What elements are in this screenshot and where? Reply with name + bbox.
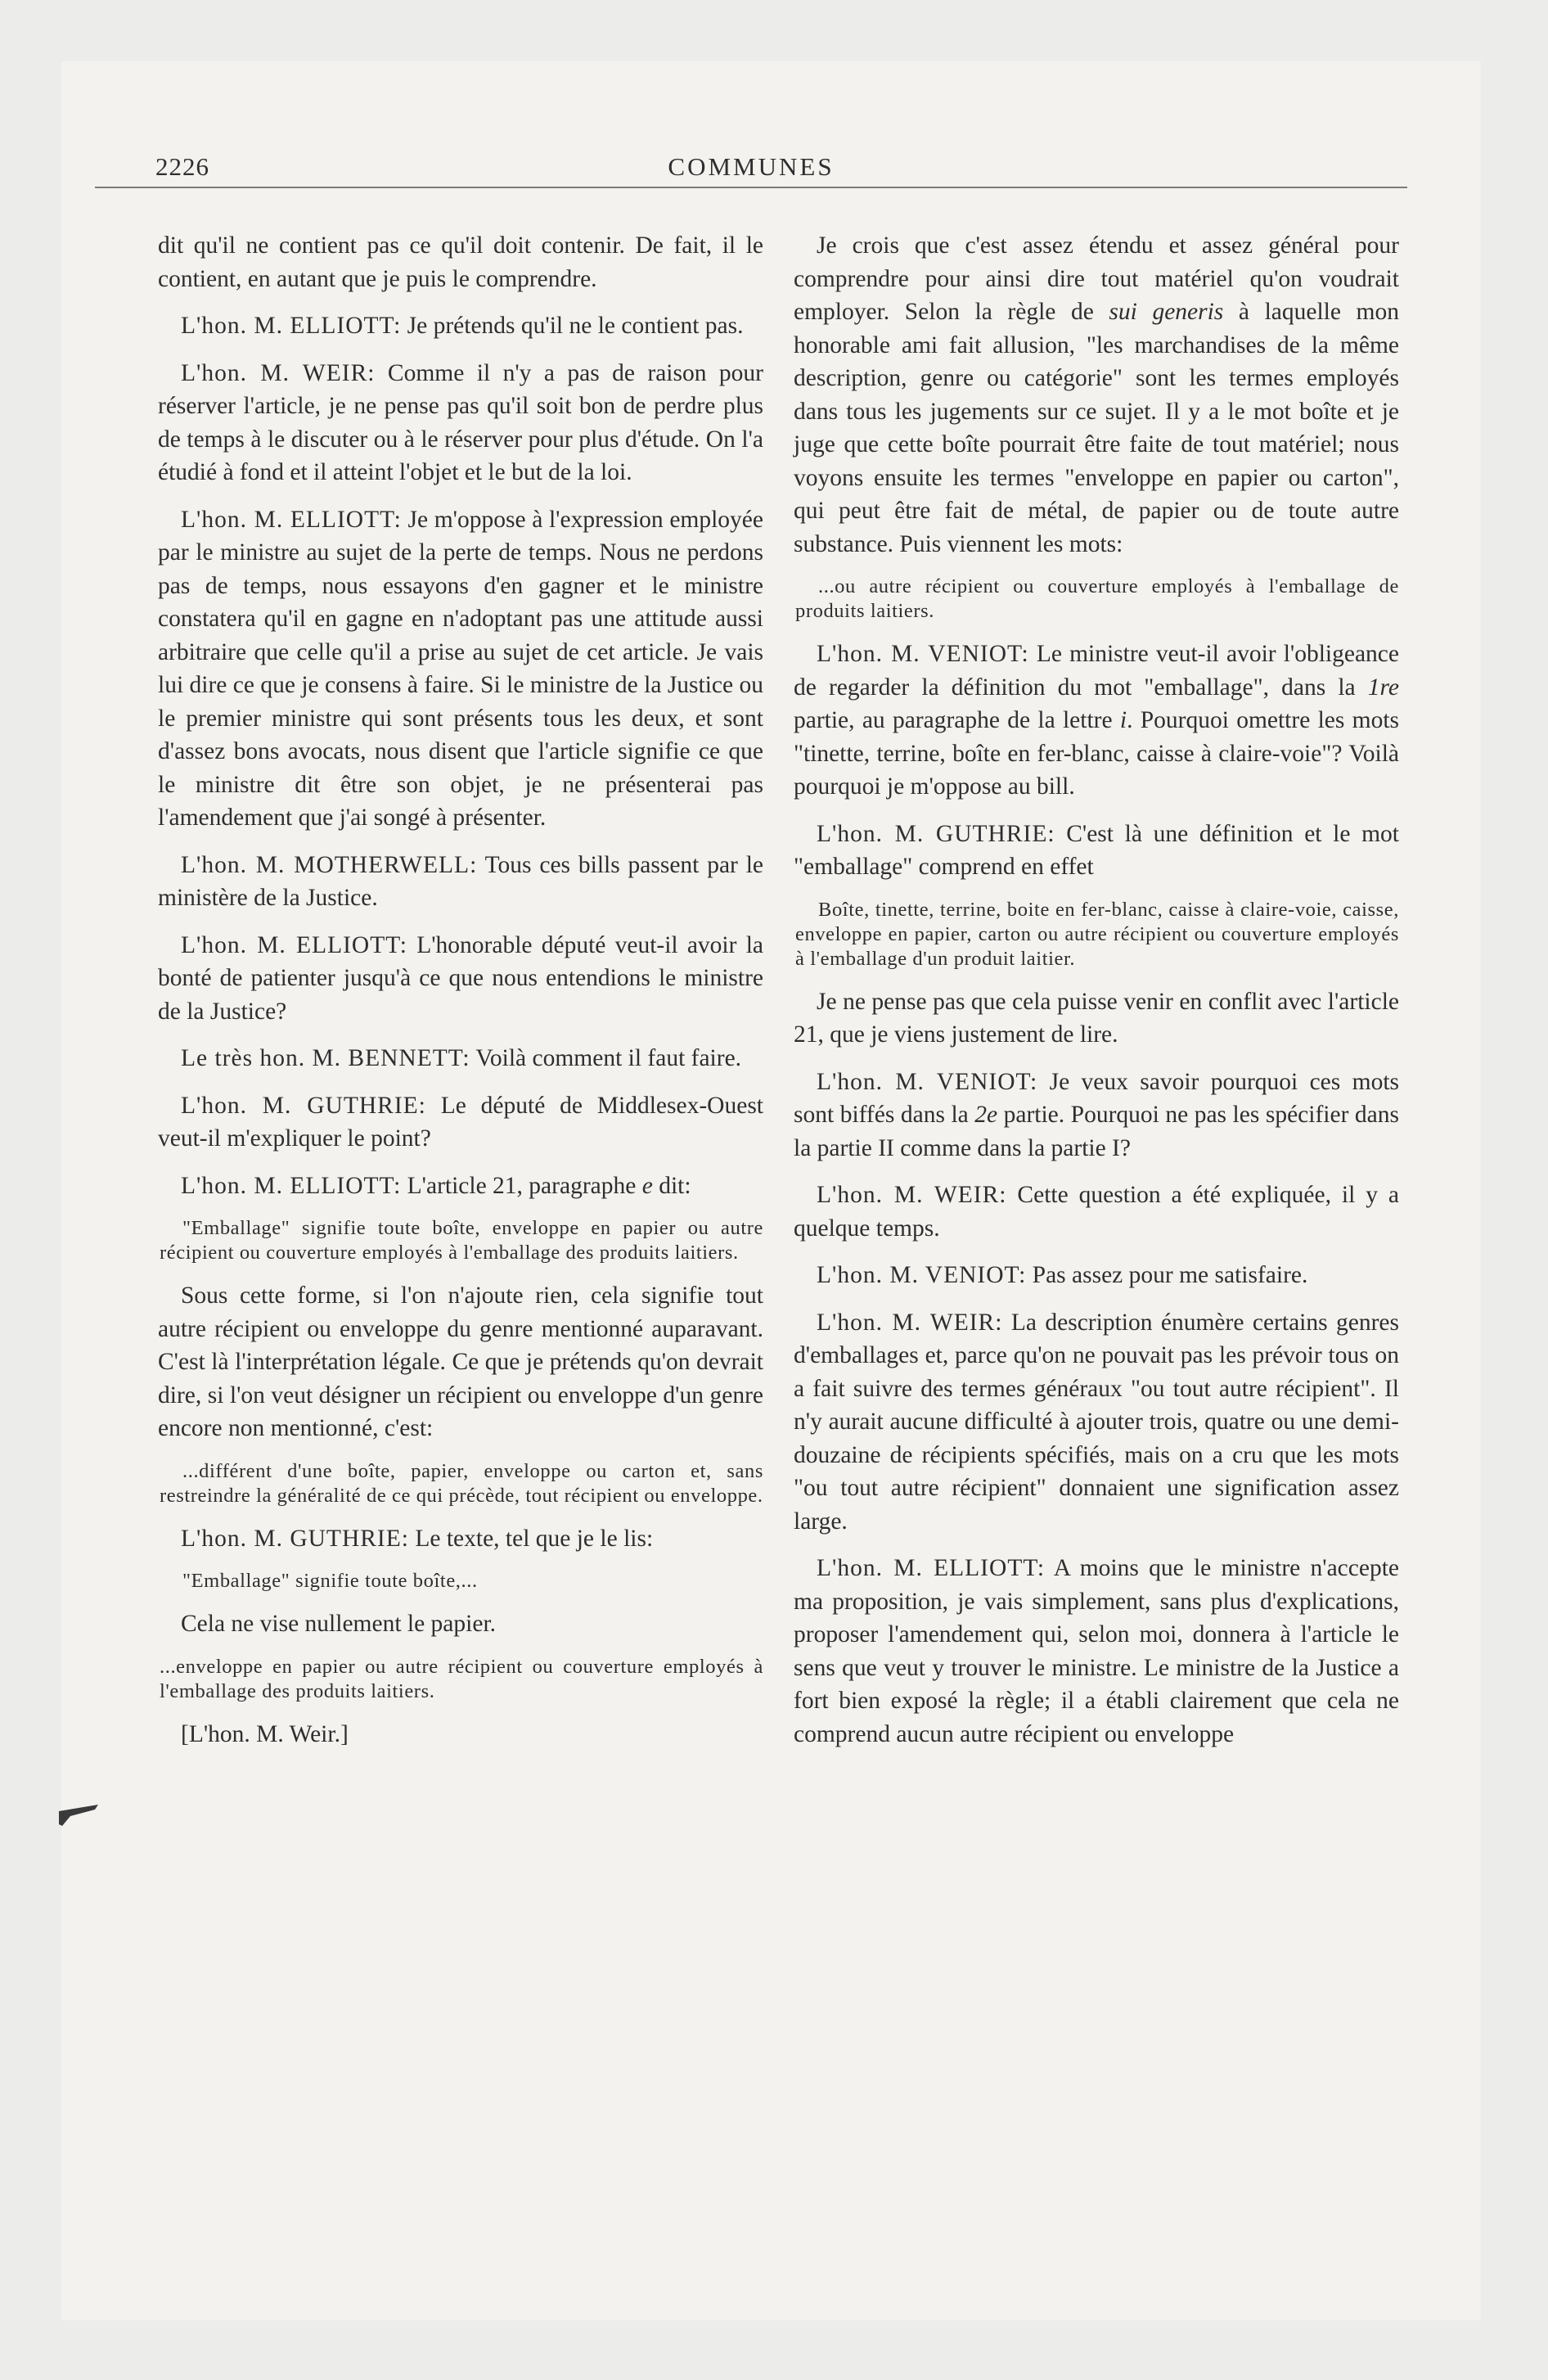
italic-text: sui generis bbox=[1109, 299, 1224, 325]
speech-text: partie, au paragraphe de la lettre bbox=[794, 707, 1120, 733]
speaker-name: L'hon. M. ELLIOTT: bbox=[181, 1172, 402, 1199]
italic-text: e bbox=[641, 1172, 653, 1199]
speaker-name: L'hon. M. ELLIOTT: bbox=[817, 1555, 1046, 1581]
italic-text: 2e bbox=[974, 1102, 998, 1128]
paragraph bbox=[158, 357, 763, 489]
left-column bbox=[158, 229, 763, 1765]
speech-text: Je crois que c'est assez étendu et assez général pour comprendre pour ainsi dire tout matériel qu'on voudrait employer. Selon la règle de bbox=[794, 232, 1399, 325]
speech-text: Voilà comment il faut faire. bbox=[470, 1045, 742, 1071]
right-column bbox=[794, 229, 1399, 1765]
speech-text: Je prétends qu'il ne le contient pas. bbox=[401, 313, 744, 339]
page-number: 2226 bbox=[155, 152, 209, 181]
paragraph bbox=[158, 1089, 763, 1156]
paragraph bbox=[158, 1522, 763, 1556]
speech-text: Je m'oppose à l'expression employée par le ministre au sujet de la perte de temps. Nous ne perdons pas de temps, nous essayons d'en gagner et le ministre constatera qu'il en gagne en n'adoptant pas une attitude aussi arbitraire que celle qu'il a prise au sujet de cet article. Je vais lui dire ce que je consens à faire. Si le ministre de la Justice ou le premier ministre qui sont présents tous les deux, et sont d'assez bons avocats, nous disent que l'article signifie ce que le ministre dit être son objet, je ne présenterai pas l'amendement que j'ai songé à présenter. bbox=[158, 506, 763, 831]
paragraph bbox=[794, 1259, 1399, 1292]
paragraph bbox=[794, 1306, 1399, 1539]
block-quote: ...différent d'une boîte, papier, enveloppe ou carton et, sans restreindre la généralité de ce qui précède, tout récipient ou enveloppe. bbox=[160, 1459, 763, 1507]
page-title: COMMUNES bbox=[668, 152, 835, 181]
speech-text: dit: bbox=[652, 1172, 691, 1199]
speaker-name: L'hon. M. MOTHERWELL: bbox=[181, 851, 478, 878]
speech-text: partie. Pourquoi ne pas les spécifier dans la partie II comme dans la partie I? bbox=[794, 1102, 1399, 1161]
scan-marker-icon bbox=[59, 1805, 98, 1826]
italic-text: i bbox=[1119, 707, 1127, 733]
speaker-name: L'hon. M. VENIOT: bbox=[817, 641, 1029, 667]
block-quote: "Emballage" signifie toute boîte, enveloppe en papier ou autre récipient ou couverture employés à l'emballage des produits laitiers. bbox=[160, 1217, 763, 1264]
paragraph bbox=[794, 818, 1399, 884]
speaker-name: L'hon. M. GUTHRIE: bbox=[181, 1092, 426, 1119]
speech-text: Tous ces bills passent par le ministère de la Justice. bbox=[158, 851, 764, 911]
speech-text: Cette question a été expliquée, il y a quelque temps. bbox=[794, 1182, 1400, 1242]
paragraph bbox=[158, 849, 763, 915]
speech-text: Je veux savoir pourquoi ces mots sont biffés dans la bbox=[794, 1068, 1399, 1128]
speech-text: L'honorable député veut-il avoir la bonté de patienter jusqu'à ce que nous entendions le ministre de la Justice? bbox=[158, 931, 763, 1025]
paragraph bbox=[794, 1066, 1399, 1165]
paragraph bbox=[794, 638, 1399, 804]
speech-text: A moins que le ministre n'accepte ma proposition, je vais simplement, sans plus d'explications, proposer l'amendement qui, selon moi, donnera à l'article le sens que veut y trouver le ministre. Le ministre de la Justice a fort bien exposé la règle; il a établi clairement que cela ne comprend aucun autre récipient ou enveloppe bbox=[794, 1555, 1399, 1747]
block-quote: Boîte, tinette, terrine, boite en fer-blanc, caisse à claire-voie, caisse, enveloppe en papier, carton ou autre récipient ou couverture employés à l'emballage d'un produit laitier. bbox=[795, 898, 1399, 970]
paragraph: Cela ne vise nullement le papier. bbox=[181, 1611, 497, 1637]
speaker-name: L'hon. M. ELLIOTT: bbox=[181, 931, 407, 958]
speech-text: . Pourquoi omettre les mots "tinette, terrine, boîte en fer-blanc, caisse à claire-voie"? Voilà pourquoi je m'oppose au bill. bbox=[794, 707, 1400, 800]
speaker-name: L'hon. M. WEIR: bbox=[817, 1309, 1003, 1336]
speaker-name: L'hon. M. ELLIOTT: bbox=[181, 506, 402, 533]
italic-text: 1re bbox=[1367, 674, 1399, 701]
paragraph bbox=[794, 1179, 1399, 1245]
speech-text: C'est là une définition et le mot "emballage" comprend en effet bbox=[794, 820, 1399, 880]
speech-text: Le texte, tel que je le lis: bbox=[408, 1525, 654, 1552]
speaker-name: L'hon. M. GUTHRIE: bbox=[817, 820, 1055, 847]
paragraph bbox=[158, 503, 763, 835]
speaker-name: L'hon. M. GUTHRIE: bbox=[181, 1525, 409, 1552]
paragraph: Je ne pense pas que cela puisse venir en conflit avec l'article 21, que je viens justement de lire. bbox=[794, 988, 1399, 1048]
paragraph bbox=[794, 1552, 1399, 1751]
page-header bbox=[95, 146, 1407, 188]
speech-text: Comme il n'y a pas de raison pour réserver l'article, je ne pense pas qu'il soit bon de perdre plus de temps à le discuter ou à le réserver pour plus d'étude. On l'a étudié à fond et il atteint l'objet et le but de la loi. bbox=[158, 359, 763, 485]
speaker-attribution: [L'hon. M. Weir.] bbox=[181, 1720, 349, 1747]
speech-text: Pas assez pour me satisfaire. bbox=[1026, 1262, 1308, 1288]
paragraph bbox=[158, 1170, 763, 1203]
block-quote: ...ou autre récipient ou couverture employés à l'emballage de produits laitiers. bbox=[795, 575, 1399, 622]
paragraph: Sous cette forme, si l'on n'ajoute rien, cela signifie tout autre récipient ou enveloppe du genre mentionné auparavant. C'est là l'interprétation légale. Ce que je prétends qu'on devrait dire, si l'on veut désigner un récipient ou enveloppe d'un genre encore non mentionné, c'est: bbox=[158, 1282, 763, 1441]
speaker-name: L'hon. M. WEIR: bbox=[181, 359, 376, 386]
speaker-name: L'hon. M. VENIOT: bbox=[817, 1068, 1038, 1095]
block-quote: ...enveloppe en papier ou autre récipient ou couverture employés à l'emballage des produits laitiers. bbox=[160, 1655, 763, 1702]
speaker-name: L'hon. M. WEIR: bbox=[817, 1182, 1007, 1208]
paragraph bbox=[158, 1042, 763, 1075]
speech-text: Le ministre veut-il avoir l'obligeance de regarder la définition du mot "emballage", dans la bbox=[794, 641, 1399, 701]
block-quote: "Emballage" signifie toute boîte,... bbox=[182, 1570, 478, 1592]
speaker-name: L'hon. M. VENIOT: bbox=[817, 1262, 1027, 1288]
speech-text: à laquelle mon honorable ami fait allusion, "les marchandises de la même description, genre ou catégorie" sont les termes employés dans tous les jugements sur ce sujet. Il y a le mot boîte et je juge que cette boîte pourrait être faite de tout matériel; nous voyons ensuite les termes "enveloppe en papier ou carton", qui peut être fait de métal, de papier ou de toute autre substance. Puis viennent les mots: bbox=[794, 299, 1399, 557]
paragraph: dit qu'il ne contient pas ce qu'il doit contenir. De fait, il le contient, en autant que je puis le comprendre. bbox=[158, 232, 763, 292]
speaker-name: L'hon. M. ELLIOTT: bbox=[181, 313, 402, 339]
paragraph bbox=[794, 229, 1399, 561]
speech-text: Le député de Middlesex-Ouest veut-il m'expliquer le point? bbox=[158, 1092, 764, 1152]
speech-text: La description énumère certains genres d'emballages et, parce qu'on ne pouvait pas les prévoir tous on a fait suivre des termes généraux "ou tout autre récipient". Il n'y aurait aucune difficulté à ajouter trois, quatre ou une demi-douzaine de récipients spécifiés, mais on a cru que les mots "ou tout autre récipient" donnaient une signification assez large. bbox=[794, 1309, 1399, 1535]
paragraph bbox=[158, 929, 763, 1029]
speaker-name: Le très hon. M. BENNETT: bbox=[181, 1045, 470, 1071]
speech-text: L'article 21, paragraphe bbox=[401, 1172, 642, 1199]
paragraph bbox=[158, 309, 763, 343]
